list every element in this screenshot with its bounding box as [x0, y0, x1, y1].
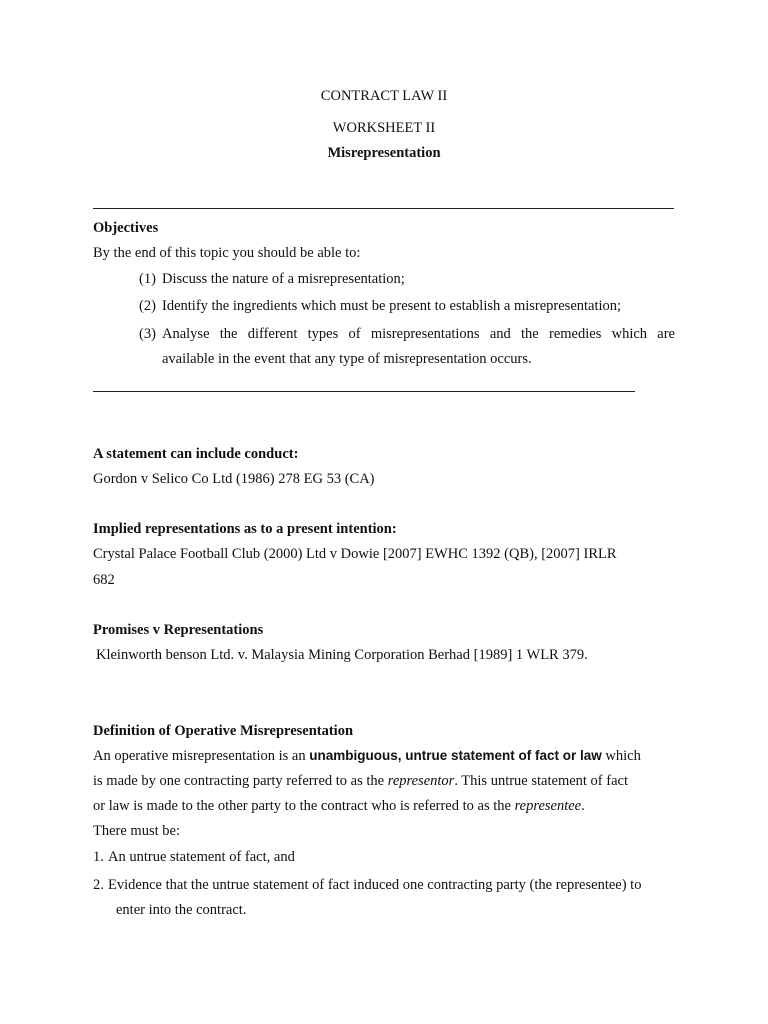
- implied-case-line1: Crystal Palace Football Club (2000) Ltd v Dowie [2007] EWHC 1392 (QB), [2007] IRLR: [93, 546, 617, 562]
- representee-term: representee: [514, 798, 582, 814]
- bottom-divider: [93, 391, 635, 392]
- requirement-1-text: An untrue statement of fact, and: [108, 849, 295, 865]
- definition-line3-start: or law is made to the other party to the contract who is referred to as the: [93, 798, 515, 814]
- promises-heading: Promises v Representations: [93, 622, 264, 638]
- promises-case: Kleinworth benson Ltd. v. Malaysia Mining Corporation Berhad [1989] 1 WLR 379.: [96, 647, 588, 663]
- worksheet-title: WORKSHEET II: [332, 120, 436, 136]
- objectives-heading: Objectives: [93, 220, 159, 236]
- top-divider: [93, 208, 674, 209]
- objective-3-line2: available in the event that any type of misrepresentation occurs.: [162, 351, 532, 367]
- objective-2-text: Identify the ingredients which must be present to establish a misrepresentation;: [162, 298, 622, 314]
- requirement-2-num: 2.: [93, 877, 104, 893]
- definition-line1-end: which: [601, 748, 641, 764]
- definition-line1-start: An operative misrepresentation is an: [93, 748, 310, 764]
- implied-heading: Implied representations as to a present intention:: [93, 521, 397, 537]
- requirement-2-line1: Evidence that the untrue statement of fact induced one contracting party (the representee) to: [108, 877, 642, 893]
- objective-1-text: Discuss the nature of a misrepresentation;: [162, 271, 405, 287]
- requirement-2-line2: enter into the contract.: [116, 902, 247, 918]
- course-title: CONTRACT LAW II: [320, 88, 448, 104]
- implied-case-line2: 682: [93, 572, 115, 588]
- definition-line3: [93, 797, 585, 815]
- definition-key-phrase: unambiguous, untrue statement of fact or law: [309, 748, 602, 763]
- definition-line2: [93, 772, 628, 790]
- objective-2-num: (2): [139, 298, 156, 314]
- objective-3-line1: Analyse the different types of misrepresentations and the remedies which are: [162, 326, 675, 342]
- conduct-case: Gordon v Selico Co Ltd (1986) 278 EG 53 (CA): [93, 471, 375, 487]
- objective-1-num: (1): [139, 271, 156, 287]
- requirement-1-num: 1.: [93, 849, 104, 865]
- representor-term: representor: [387, 773, 455, 789]
- definition-heading: Definition of Operative Misrepresentation: [93, 723, 354, 739]
- conduct-heading: A statement can include conduct:: [93, 446, 299, 462]
- definition-line2-start: is made by one contracting party referred to as the: [93, 773, 388, 789]
- topic-title: Misrepresentation: [327, 145, 441, 161]
- definition-line3-end: .: [581, 798, 585, 814]
- objectives-intro: By the end of this topic you should be able to:: [93, 245, 361, 261]
- definition-line1: [93, 747, 675, 765]
- must-be-text: There must be:: [93, 823, 180, 839]
- objective-3-num: (3): [139, 326, 156, 342]
- definition-line2-end: . This untrue statement of fact: [454, 773, 628, 789]
